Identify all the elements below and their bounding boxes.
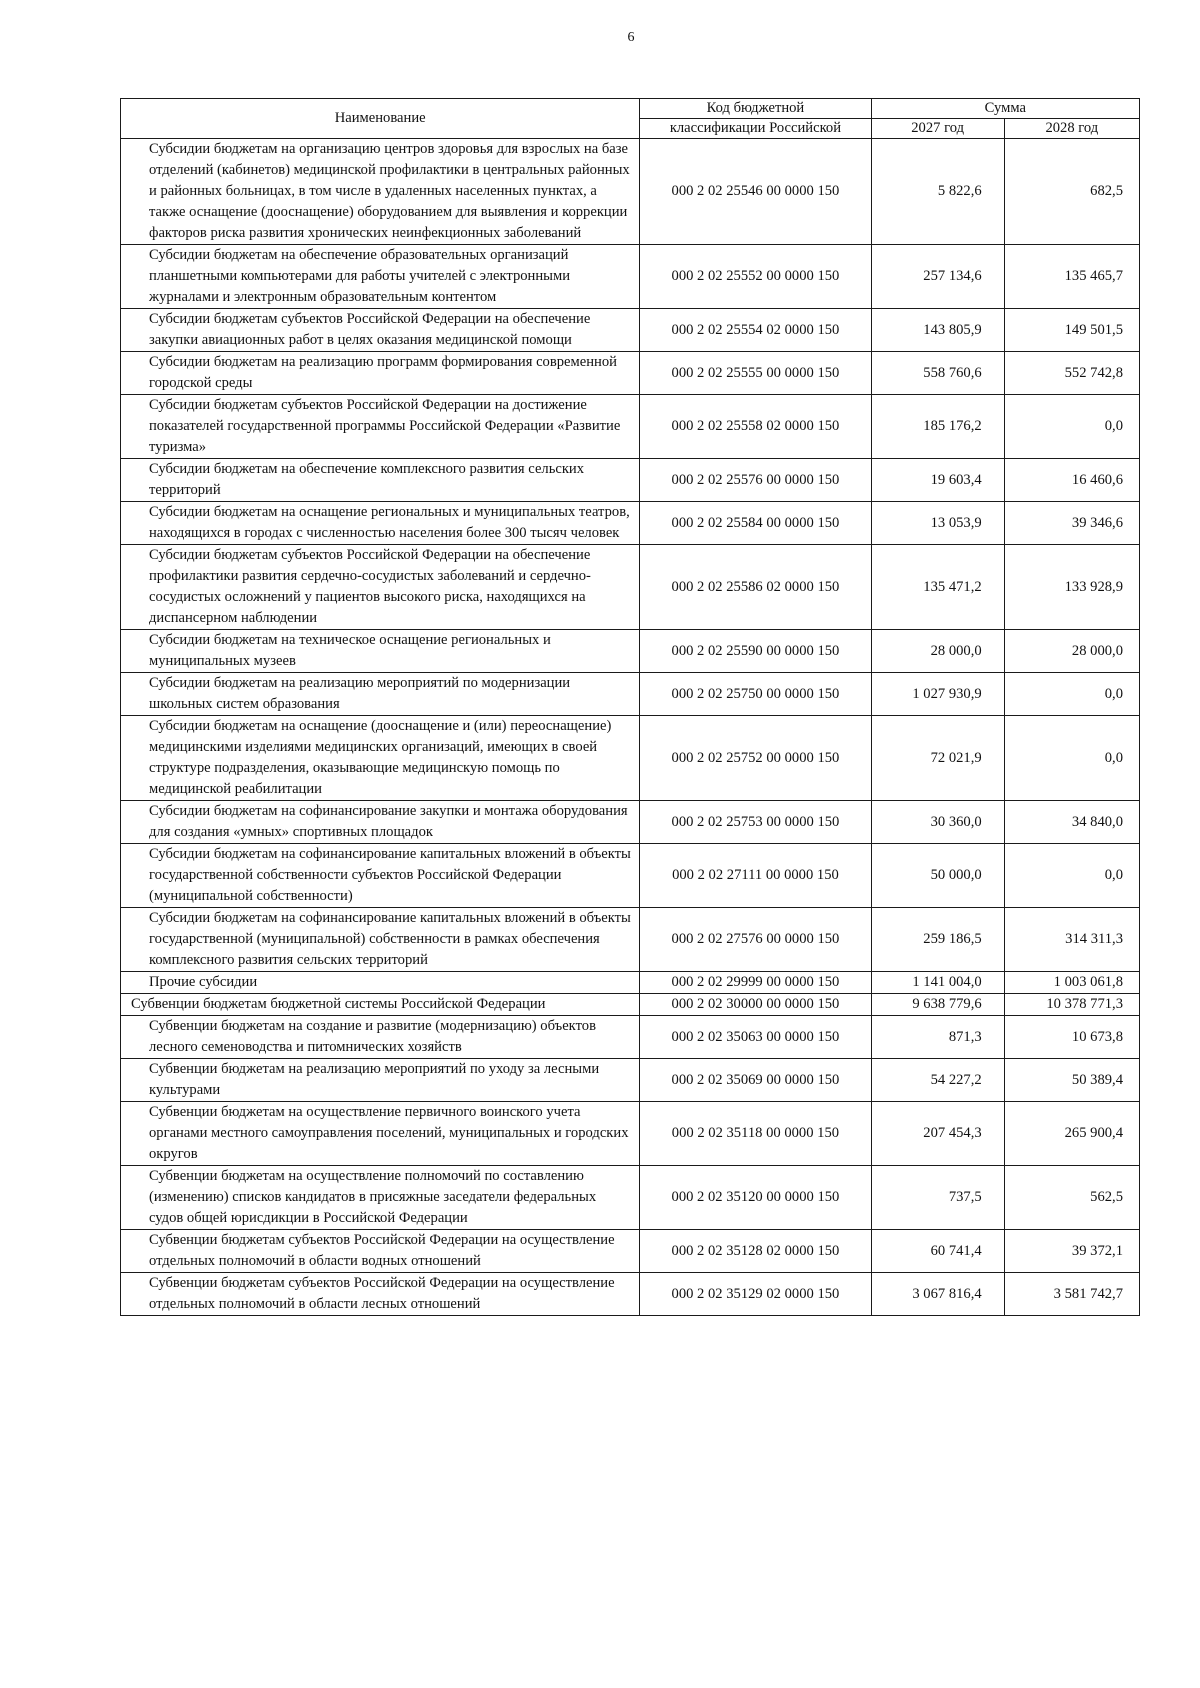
row-value-2028: 682,5 xyxy=(1004,139,1139,245)
row-name: Субсидии бюджетам на оснащение региональных и муниципальных театров, находящихся в городах с численностью населения более 300 тысяч человек xyxy=(121,502,640,545)
table-row xyxy=(121,459,1140,502)
row-name: Субсидии бюджетам субъектов Российской Федерации на обеспечение закупки авиационных работ в целях оказания медицинской помощи xyxy=(121,309,640,352)
row-code: 000 2 02 25558 02 0000 150 xyxy=(640,395,871,459)
row-code: 000 2 02 25552 00 0000 150 xyxy=(640,245,871,309)
row-value-2027: 72 021,9 xyxy=(871,716,1004,801)
row-code: 000 2 02 35069 00 0000 150 xyxy=(640,1059,871,1102)
row-code: 000 2 02 25586 02 0000 150 xyxy=(640,545,871,630)
row-code: 000 2 02 25576 00 0000 150 xyxy=(640,459,871,502)
row-value-2028: 552 742,8 xyxy=(1004,352,1139,395)
header-code-line2: классификации Российской xyxy=(640,119,871,139)
row-value-2028: 135 465,7 xyxy=(1004,245,1139,309)
table-row xyxy=(121,844,1140,908)
row-value-2028: 34 840,0 xyxy=(1004,801,1139,844)
table-row xyxy=(121,1102,1140,1166)
row-value-2028: 265 900,4 xyxy=(1004,1102,1139,1166)
row-value-2027: 28 000,0 xyxy=(871,630,1004,673)
table-row xyxy=(121,309,1140,352)
row-value-2028: 0,0 xyxy=(1004,395,1139,459)
table-row xyxy=(121,673,1140,716)
row-value-2028: 10 673,8 xyxy=(1004,1016,1139,1059)
header-code-line1: Код бюджетной xyxy=(640,99,871,119)
row-value-2027: 19 603,4 xyxy=(871,459,1004,502)
row-value-2028: 149 501,5 xyxy=(1004,309,1139,352)
row-code: 000 2 02 35128 02 0000 150 xyxy=(640,1230,871,1273)
table-row xyxy=(121,1230,1140,1273)
header-name: Наименование xyxy=(121,99,640,139)
row-code: 000 2 02 25753 00 0000 150 xyxy=(640,801,871,844)
row-name: Субсидии бюджетам на обеспечение образовательных организаций планшетными компьютерами для работы учителей с электронными журналами и электронным образовательным контентом xyxy=(121,245,640,309)
row-name: Субвенции бюджетам на осуществление первичного воинского учета органами местного самоуправления поселений, муниципальных и городских округов xyxy=(121,1102,640,1166)
table-row xyxy=(121,972,1140,994)
row-value-2027: 185 176,2 xyxy=(871,395,1004,459)
row-value-2027: 30 360,0 xyxy=(871,801,1004,844)
row-value-2027: 9 638 779,6 xyxy=(871,994,1004,1016)
row-name: Субсидии бюджетам на софинансирование закупки и монтажа оборудования для создания «умных» спортивных площадок xyxy=(121,801,640,844)
table-row xyxy=(121,139,1140,245)
row-code: 000 2 02 25752 00 0000 150 xyxy=(640,716,871,801)
row-code: 000 2 02 35063 00 0000 150 xyxy=(640,1016,871,1059)
table-row xyxy=(121,1273,1140,1316)
table-row xyxy=(121,395,1140,459)
row-value-2028: 0,0 xyxy=(1004,844,1139,908)
table-body xyxy=(121,139,1140,1316)
table-row xyxy=(121,1016,1140,1059)
row-code: 000 2 02 25590 00 0000 150 xyxy=(640,630,871,673)
row-code: 000 2 02 35120 00 0000 150 xyxy=(640,1166,871,1230)
table-row xyxy=(121,1166,1140,1230)
row-value-2027: 1 141 004,0 xyxy=(871,972,1004,994)
row-name: Субвенции бюджетам на осуществление полномочий по составлению (изменению) списков кандидатов в присяжные заседатели федеральных судов общей юрисдикции в Российской Федерации xyxy=(121,1166,640,1230)
row-value-2028: 3 581 742,7 xyxy=(1004,1273,1139,1316)
row-value-2027: 558 760,6 xyxy=(871,352,1004,395)
row-value-2027: 3 067 816,4 xyxy=(871,1273,1004,1316)
row-name: Субвенции бюджетам на реализацию мероприятий по уходу за лесными культурами xyxy=(121,1059,640,1102)
row-code: 000 2 02 25546 00 0000 150 xyxy=(640,139,871,245)
table-row xyxy=(121,908,1140,972)
row-name: Субсидии бюджетам субъектов Российской Федерации на обеспечение профилактики развития сердечно-сосудистых заболеваний и сердечно-сосудистых осложнений у пациентов высокого риска, находящихся на диспансерном наблюдении xyxy=(121,545,640,630)
table-row xyxy=(121,994,1140,1016)
row-value-2028: 133 928,9 xyxy=(1004,545,1139,630)
row-code: 000 2 02 27576 00 0000 150 xyxy=(640,908,871,972)
row-name: Субсидии бюджетам на оснащение (дооснащение и (или) переоснащение) медицинскими изделиями медицинских организаций, имеющих в своей структуре подразделения, оказывающие медицинскую помощь по медицинской реабилитации xyxy=(121,716,640,801)
page-number: 6 xyxy=(627,30,635,45)
header-row xyxy=(121,99,1140,119)
row-value-2027: 143 805,9 xyxy=(871,309,1004,352)
row-value-2027: 257 134,6 xyxy=(871,245,1004,309)
header-year-2027: 2027 год xyxy=(871,119,1004,139)
row-code: 000 2 02 25750 00 0000 150 xyxy=(640,673,871,716)
budget-table xyxy=(120,98,1140,1316)
row-code: 000 2 02 25555 00 0000 150 xyxy=(640,352,871,395)
row-code: 000 2 02 35129 02 0000 150 xyxy=(640,1273,871,1316)
row-name: Субсидии бюджетам субъектов Российской Федерации на достижение показателей государственной программы Российской Федерации «Развитие туризма» xyxy=(121,395,640,459)
row-value-2028: 0,0 xyxy=(1004,716,1139,801)
table-row xyxy=(121,716,1140,801)
row-value-2028: 562,5 xyxy=(1004,1166,1139,1230)
row-value-2028: 1 003 061,8 xyxy=(1004,972,1139,994)
table-row xyxy=(121,1059,1140,1102)
row-name: Субсидии бюджетам на техническое оснащение региональных и муниципальных музеев xyxy=(121,630,640,673)
row-value-2027: 5 822,6 xyxy=(871,139,1004,245)
row-value-2027: 54 227,2 xyxy=(871,1059,1004,1102)
row-name: Субсидии бюджетам на софинансирование капитальных вложений в объекты государственной (муниципальной) собственности в рамках обеспечения комплексного развития сельских территорий xyxy=(121,908,640,972)
header-sum: Сумма xyxy=(871,99,1139,119)
row-value-2027: 50 000,0 xyxy=(871,844,1004,908)
row-code: 000 2 02 35118 00 0000 150 xyxy=(640,1102,871,1166)
row-value-2028: 28 000,0 xyxy=(1004,630,1139,673)
row-value-2028: 39 346,6 xyxy=(1004,502,1139,545)
row-value-2027: 207 454,3 xyxy=(871,1102,1004,1166)
row-value-2028: 50 389,4 xyxy=(1004,1059,1139,1102)
row-value-2028: 16 460,6 xyxy=(1004,459,1139,502)
row-value-2028: 39 372,1 xyxy=(1004,1230,1139,1273)
table-row xyxy=(121,630,1140,673)
table-row xyxy=(121,502,1140,545)
table-row xyxy=(121,545,1140,630)
row-code: 000 2 02 25554 02 0000 150 xyxy=(640,309,871,352)
header-year-2028: 2028 год xyxy=(1004,119,1139,139)
row-value-2027: 871,3 xyxy=(871,1016,1004,1059)
row-code: 000 2 02 27111 00 0000 150 xyxy=(640,844,871,908)
row-name: Субвенции бюджетам бюджетной системы Российской Федерации xyxy=(121,994,640,1016)
row-value-2027: 737,5 xyxy=(871,1166,1004,1230)
row-value-2027: 60 741,4 xyxy=(871,1230,1004,1273)
row-code: 000 2 02 25584 00 0000 150 xyxy=(640,502,871,545)
row-name: Субсидии бюджетам на софинансирование капитальных вложений в объекты государственной собственности субъектов Российской Федерации (муниципальной собственности) xyxy=(121,844,640,908)
row-code: 000 2 02 29999 00 0000 150 xyxy=(640,972,871,994)
row-value-2028: 0,0 xyxy=(1004,673,1139,716)
row-value-2027: 13 053,9 xyxy=(871,502,1004,545)
row-value-2027: 1 027 930,9 xyxy=(871,673,1004,716)
table-row xyxy=(121,245,1140,309)
row-name: Субвенции бюджетам субъектов Российской Федерации на осуществление отдельных полномочий в области лесных отношений xyxy=(121,1273,640,1316)
row-value-2027: 259 186,5 xyxy=(871,908,1004,972)
row-name: Субвенции бюджетам на создание и развитие (модернизацию) объектов лесного семеноводства и питомнических хозяйств xyxy=(121,1016,640,1059)
row-name: Субвенции бюджетам субъектов Российской Федерации на осуществление отдельных полномочий в области водных отношений xyxy=(121,1230,640,1273)
row-value-2027: 135 471,2 xyxy=(871,545,1004,630)
row-name: Субсидии бюджетам на обеспечение комплексного развития сельских территорий xyxy=(121,459,640,502)
row-name: Субсидии бюджетам на реализацию программ формирования современной городской среды xyxy=(121,352,640,395)
row-code: 000 2 02 30000 00 0000 150 xyxy=(640,994,871,1016)
table-row xyxy=(121,352,1140,395)
row-value-2028: 10 378 771,3 xyxy=(1004,994,1139,1016)
row-name: Прочие субсидии xyxy=(121,972,640,994)
table-row xyxy=(121,801,1140,844)
row-name: Субсидии бюджетам на реализацию мероприятий по модернизации школьных систем образования xyxy=(121,673,640,716)
row-value-2028: 314 311,3 xyxy=(1004,908,1139,972)
row-name: Субсидии бюджетам на организацию центров здоровья для взрослых на базе отделений (кабинетов) медицинской профилактики в центральных районных и районных больницах, в том числе в удаленных населенных пунктах, а также оснащение (дооснащение) оборудованием для выявления и коррекции факторов риска развития хронических неинфекционных заболеваний xyxy=(121,139,640,245)
